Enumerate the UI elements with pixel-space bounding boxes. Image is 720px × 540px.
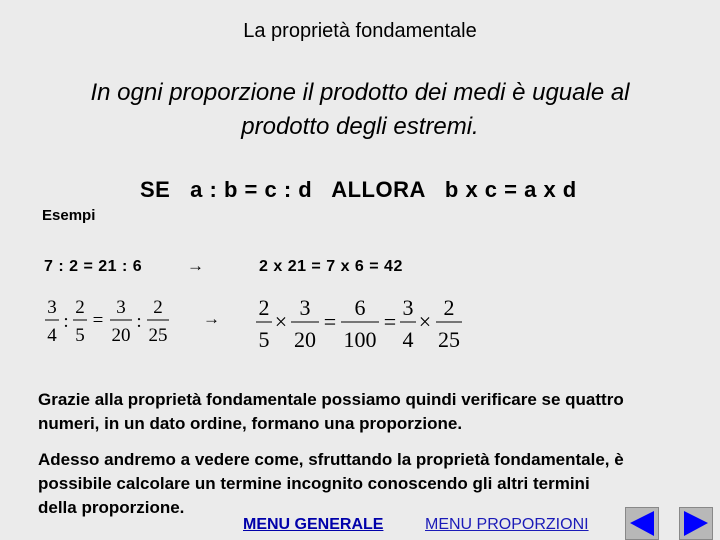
times-sign: × (418, 309, 432, 334)
equals-sign: = (92, 310, 104, 331)
fraction-numerator: 2 (153, 297, 163, 318)
example1-proportion: 7 : 2 = 21 : 6 (44, 258, 143, 275)
fraction-denominator: 4 (402, 327, 414, 352)
fraction-numerator: 3 (299, 295, 311, 320)
fraction-denominator: 100 (343, 327, 377, 352)
fraction-denominator: 25 (438, 327, 460, 352)
fraction-numerator: 2 (258, 295, 270, 320)
fraction-denominator: 20 (294, 327, 316, 352)
fraction-numerator: 2 (75, 297, 85, 318)
example1-arrow: → (187, 256, 204, 275)
intro-statement (20, 76, 700, 144)
menu-proporzioni-link[interactable]: MENU PROPORZIONI (425, 516, 589, 533)
next-slide-button[interactable] (679, 507, 713, 540)
rule-statement: SE a : b = c : d ALLORA b x c = a x d (140, 177, 577, 202)
previous-slide-button[interactable] (625, 507, 659, 540)
fraction-numerator: 3 (402, 295, 414, 320)
example2-fraction-proportion (40, 293, 180, 347)
paragraph-unknown-term: Adesso andremo a vedere come, sfruttando la proprietà fondamentale, è possibile calcolare un termine incognito conoscendo gli altri termini della proporzione. (38, 450, 624, 517)
fraction-denominator: 25 (148, 325, 168, 346)
paragraph-verify: Grazie alla proprietà fondamentale possiamo quindi verificare se quattro numeri, in un dato ordine, formano una proporzione. (38, 390, 624, 433)
example2-fraction-result (250, 293, 470, 351)
intro-line-2: prodotto degli estremi. (241, 113, 479, 140)
example2-arrow: → (203, 309, 220, 328)
triangle-right-icon (680, 508, 712, 539)
slide-title: La proprietà fondamentale (243, 20, 477, 42)
intro-line-1: In ogni proporzione il prodotto dei medi è uguale al (90, 79, 630, 106)
example1-result: 2 x 21 = 7 x 6 = 42 (259, 258, 403, 275)
times-sign: × (274, 309, 288, 334)
fraction-numerator: 3 (47, 297, 57, 318)
equals-sign: = (383, 309, 397, 334)
fraction-denominator: 20 (111, 325, 131, 346)
ratio-colon: : (63, 311, 69, 332)
triangle-left-icon (626, 508, 658, 539)
fraction-denominator: 5 (75, 325, 85, 346)
equals-sign: = (323, 309, 337, 334)
fraction-denominator: 5 (258, 327, 270, 352)
menu-generale-link[interactable]: MENU GENERALE (243, 516, 384, 533)
ratio-colon: : (136, 311, 142, 332)
fraction-numerator: 6 (354, 295, 366, 320)
fraction-numerator: 3 (116, 297, 126, 318)
examples-label: Esempi (42, 207, 96, 224)
fraction-numerator: 2 (443, 295, 455, 320)
fraction-denominator: 4 (47, 325, 57, 346)
